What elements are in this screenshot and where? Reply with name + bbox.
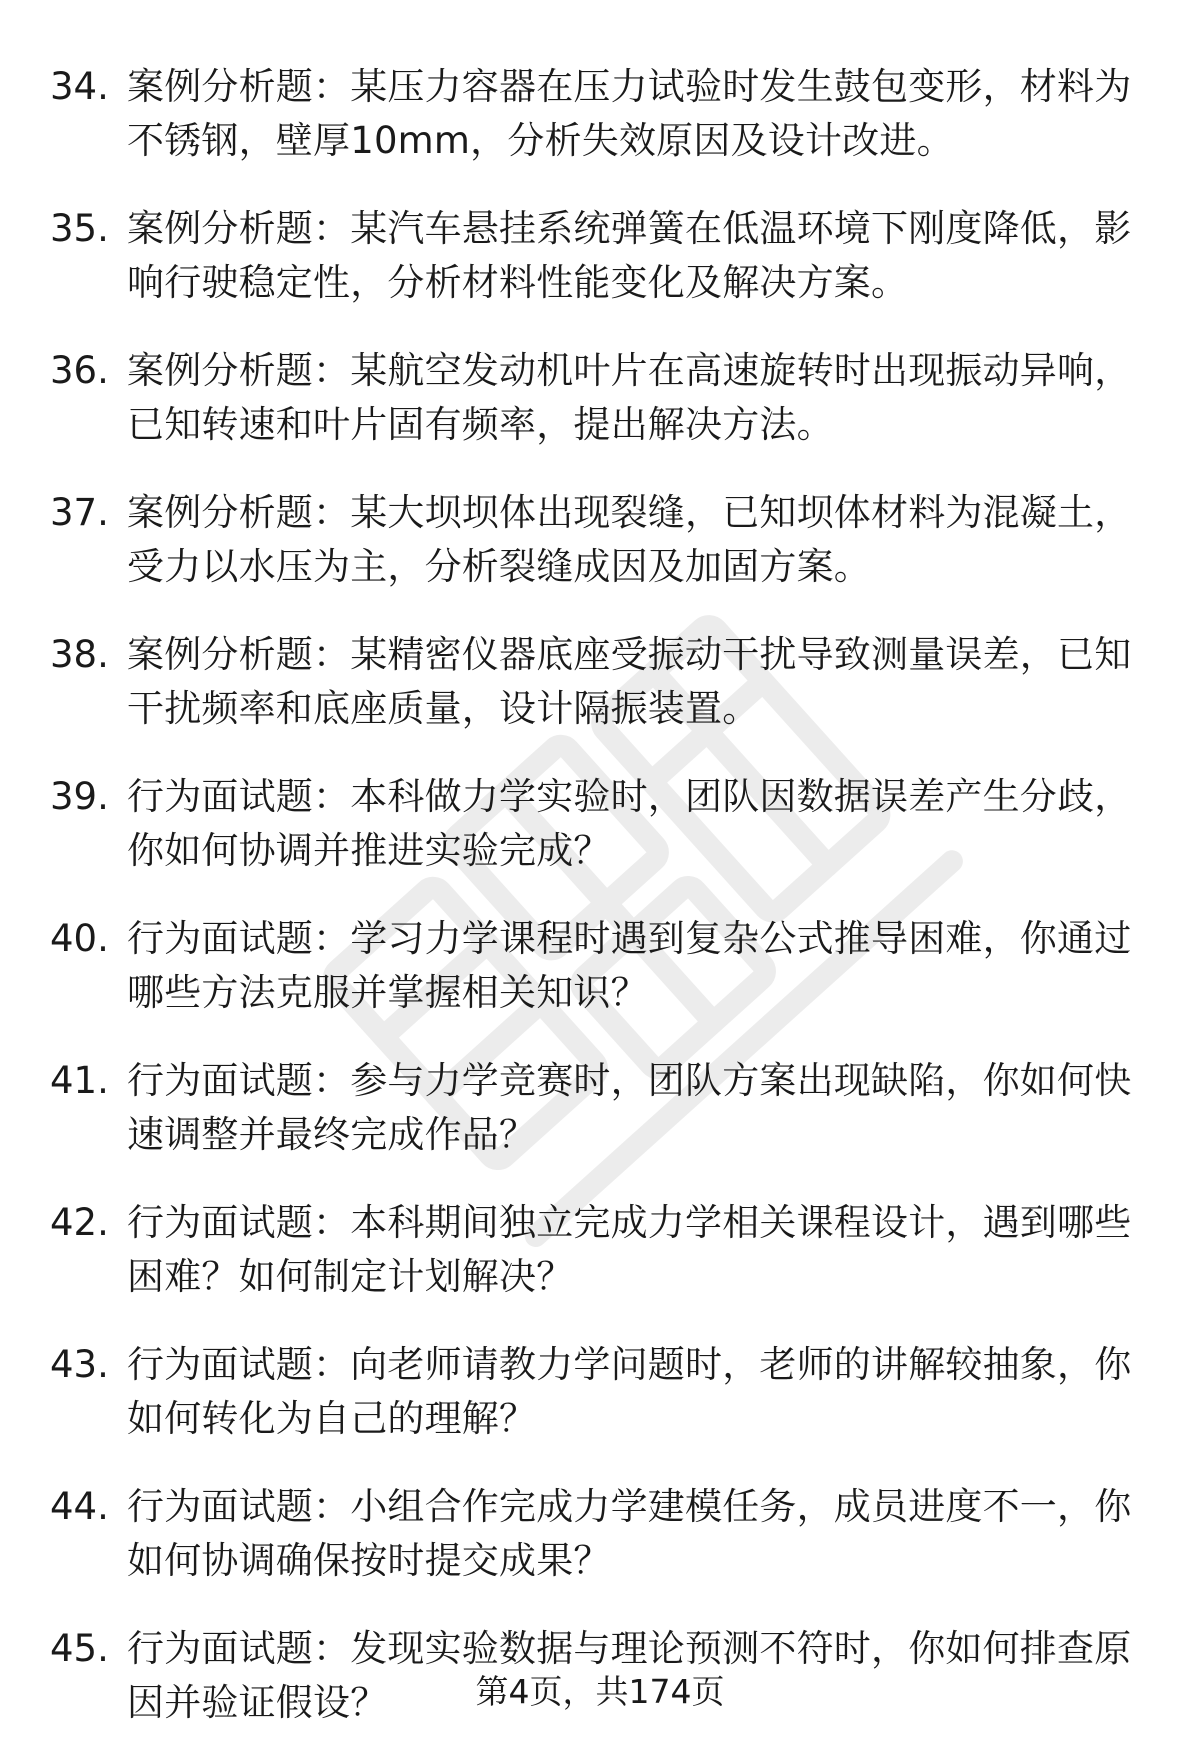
question-number: 40. [50,917,109,960]
question-item [50,912,1140,1020]
question-text: 案例分析题：某大坝坝体出现裂缝，已知坝体材料为混凝土，受力以水压为主，分析裂缝成因及加固方案。 [127,491,1132,588]
question-number: 39. [50,775,109,818]
question-number: 36. [50,349,109,392]
question-item [50,486,1140,594]
question-item [50,1054,1140,1162]
question-list [50,60,1140,1764]
question-item [50,60,1140,168]
question-number: 43. [50,1343,109,1386]
question-text: 行为面试题：发现实验数据与理论预测不符时，你如何排查原因并验证假设？ [127,1627,1132,1724]
question-number: 44. [50,1485,109,1528]
page-number-label: 第4页，共174页 [475,1672,725,1711]
question-item [50,202,1140,310]
question-text: 行为面试题：本科做力学实验时，团队因数据误差产生分歧，你如何协调并推进实验完成？ [127,775,1132,872]
question-number: 41. [50,1059,109,1102]
question-text: 行为面试题：参与力学竞赛时，团队方案出现缺陷，你如何快速调整并最终完成作品？ [127,1059,1132,1156]
question-text: 行为面试题：向老师请教力学问题时，老师的讲解较抽象，你如何转化为自己的理解？ [127,1343,1132,1440]
question-item [50,628,1140,736]
question-item [50,1338,1140,1446]
question-number: 35. [50,207,109,250]
question-text: 案例分析题：某压力容器在压力试验时发生鼓包变形，材料为不锈钢，壁厚10mm，分析失效原因及设计改进。 [127,65,1132,162]
question-number: 42. [50,1201,109,1244]
page-footer [0,1672,1200,1712]
question-number: 38. [50,633,109,676]
question-text: 案例分析题：某汽车悬挂系统弹簧在低温环境下刚度降低，影响行驶稳定性，分析材料性能变化及解决方案。 [127,207,1132,304]
question-item [50,1196,1140,1304]
question-number: 45. [50,1627,109,1670]
question-text: 行为面试题：学习力学课程时遇到复杂公式推导困难，你通过哪些方法克服并掌握相关知识？ [127,917,1132,1014]
question-text: 行为面试题：本科期间独立完成力学相关课程设计，遇到哪些困难？如何制定计划解决？ [127,1201,1132,1298]
question-item [50,344,1140,452]
question-text: 案例分析题：某精密仪器底座受振动干扰导致测量误差，已知干扰频率和底座质量，设计隔振装置。 [127,633,1132,730]
question-number: 34. [50,65,109,108]
question-text: 行为面试题：小组合作完成力学建模任务，成员进度不一，你如何协调确保按时提交成果？ [127,1485,1132,1582]
question-item [50,770,1140,878]
question-number: 37. [50,491,109,534]
question-item [50,1480,1140,1588]
question-text: 案例分析题：某航空发动机叶片在高速旋转时出现振动异响，已知转速和叶片固有频率，提出解决方法。 [127,349,1132,446]
